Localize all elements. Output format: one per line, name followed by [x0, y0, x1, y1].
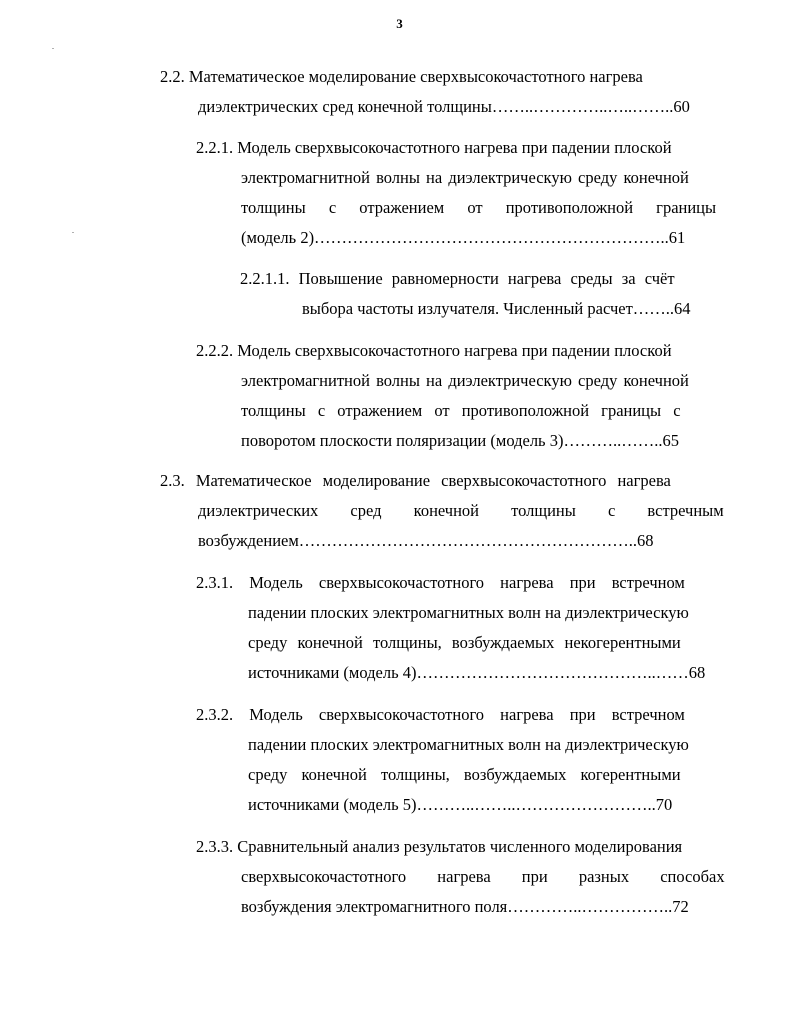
toc-entry-2-3-3	[196, 832, 727, 922]
toc-line: 2.3.1. Модель сверхвысокочастотного нагрева при встречном	[196, 573, 685, 592]
toc-line: 2.3. Математическое моделирование сверхвысокочастотного нагрева	[160, 471, 671, 490]
toc-line: электромагнитной волны на диэлектрическую среду конечной	[241, 371, 689, 390]
toc-entry-2-2	[160, 62, 727, 122]
toc-line: возбуждения электромагнитного поля…………..……………..72	[241, 897, 689, 916]
toc-line: среду конечной толщины, возбуждаемых некогерентными	[248, 633, 681, 652]
toc-line: источниками (модель 5)………..……..……………………..70	[248, 795, 673, 814]
toc-line: падении плоских электромагнитных волн на диэлектрическую	[248, 735, 689, 754]
toc-line: 2.2.1. Модель сверхвысокочастотного нагрева при падении плоской	[196, 138, 672, 157]
toc-line: толщины с отражением от противоположной границы с	[241, 401, 681, 420]
toc-line: (модель 2)………………………………………………………..61	[241, 228, 686, 247]
toc-entry-2-3	[160, 466, 727, 556]
toc-entry-2-2-1-1	[240, 264, 727, 324]
toc-line: источниками (модель 4)……………………………………..……68	[248, 663, 706, 682]
toc-line: поворотом плоскости поляризации (модель 3)………..……..65	[241, 431, 679, 450]
toc-line: выбора частоты излучателя. Численный расчет……..64	[302, 299, 691, 318]
toc-line: 2.2.1.1. Повышение равномерности нагрева среды за счёт	[240, 269, 675, 288]
toc-line: 2.2.2. Модель сверхвысокочастотного нагрева при падении плоской	[196, 341, 672, 360]
toc-line: сверхвысокочастотного нагрева при разных способах	[241, 867, 725, 886]
toc-line: диэлектрических сред конечной толщины……..…………..…..……..60	[198, 97, 690, 116]
toc-line: электромагнитной волны на диэлектрическую среду конечной	[241, 168, 689, 187]
toc-line: 2.2. Математическое моделирование сверхвысокочастотного нагрева	[160, 67, 643, 86]
toc-entry-2-2-1	[196, 133, 727, 253]
toc-entry-2-2-2	[196, 336, 727, 456]
page-number: 3	[396, 16, 403, 31]
toc-entry-2-3-2	[196, 700, 727, 820]
scan-speck	[72, 232, 74, 233]
toc-line: 2.3.3. Сравнительный анализ результатов численного моделирования	[196, 837, 683, 856]
toc-line: диэлектрических сред конечной толщины с встречным	[198, 501, 724, 520]
toc-line: падении плоских электромагнитных волн на диэлектрическую	[248, 603, 689, 622]
toc-entry-2-3-1	[196, 568, 727, 688]
toc-line: среду конечной толщины, возбуждаемых когерентными	[248, 765, 681, 784]
toc-line: возбуждением……………………………………………………..68	[198, 531, 654, 550]
toc-line: толщины с отражением от противоположной границы	[241, 198, 717, 217]
scan-speck	[52, 48, 54, 49]
toc-line: 2.3.2. Модель сверхвысокочастотного нагрева при встречном	[196, 705, 685, 724]
